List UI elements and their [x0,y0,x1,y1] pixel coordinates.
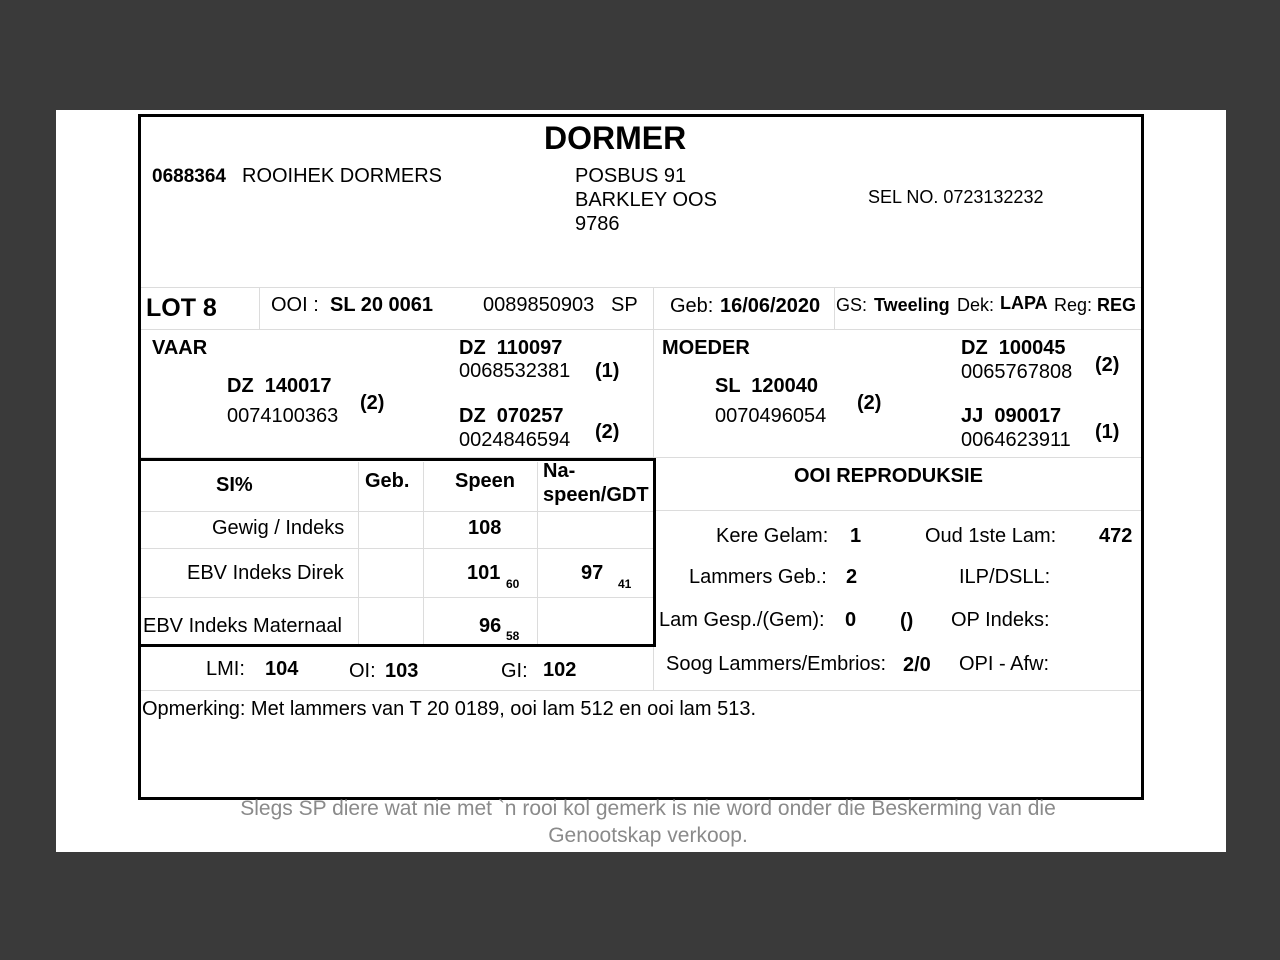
moeder-dam-number: 0064623911 [961,429,1071,451]
address-line-3: 9786 [575,213,620,235]
vaar-id: DZ 140017 [227,375,332,397]
vaar-number: 0074100363 [227,405,339,427]
vaar-dam-number: 0024846594 [459,429,571,451]
breed-title: DORMER [544,120,687,156]
row-direk-speen-sub: 60 [506,577,520,591]
gi-label: GI: [501,660,528,682]
lam-gem-value: () [900,610,914,632]
geb-header: Geb. [365,470,410,492]
geb-label: Geb: [670,295,714,317]
remark: Opmerking: Met lammers van T 20 0189, ooi lam 512 en ooi lam 513. [142,698,757,720]
divider [141,597,653,598]
vaar-sire-grade: (1) [595,360,620,382]
kere-gelam-value: 1 [850,525,862,547]
vaar-sire-number: 0068532381 [459,360,571,382]
kere-gelam-label: Kere Gelam: [716,525,829,547]
reproduction-title: OOI REPRODUKSIE [794,465,983,487]
divider [141,329,1141,330]
vaar-dam-grade: (2) [595,421,620,443]
si-table-top [140,458,655,461]
moeder-grade: (2) [857,392,882,414]
dek-value: LAPA [1000,293,1048,313]
lmi-value: 104 [265,658,299,680]
naspeen-header-1: Na- [543,460,576,482]
status: SP [611,294,638,316]
divider [141,690,1141,691]
reg-number: 0089850903 [483,294,595,316]
si-header: SI% [216,474,253,496]
reg-label: Reg: [1054,295,1093,315]
row-label-gewig: Gewig / Indeks [212,517,345,539]
oud-label: Oud 1ste Lam: [925,525,1057,547]
divider [537,462,538,645]
gs-label: GS: [836,295,868,315]
op-label: OP Indeks: [951,609,1050,631]
ilp-label: ILP/DSLL: [959,566,1051,588]
lam-gesp-label: Lam Gesp./(Gem): [659,609,825,631]
row-gewig-speen: 108 [468,517,502,539]
reg-value: REG [1097,295,1137,315]
lmi-label: LMI: [206,658,245,680]
si-table-bottom [140,644,655,647]
vaar-grade: (2) [360,392,385,414]
catalogue-card [56,110,1226,852]
soog-label: Soog Lammers/Embrios: [666,653,887,675]
frame-left [138,114,141,800]
divider [141,287,1141,288]
divider [141,511,653,512]
footer-line-1: Slegs SP diere wat nie met `n rooi kol gemerk is nie word onder die Beskerming van die [240,797,1056,820]
lammers-geb-label: Lammers Geb.: [689,566,827,588]
divider [259,287,260,329]
moeder-dam-grade: (1) [1095,421,1120,443]
divider [653,510,1141,511]
si-table-right [653,458,656,647]
row-maternaal-speen: 96 [479,615,502,637]
row-label-maternaal: EBV Indeks Maternaal [143,615,342,637]
gs-value: Tweeling [874,295,950,315]
footer-line-2: Genootskap verkoop. [548,824,748,847]
phone-number: SEL NO. 0723132232 [868,187,1044,207]
moeder-id: SL 120040 [715,375,819,397]
oi-value: 103 [385,660,419,682]
geb-date: 16/06/2020 [720,295,821,317]
row-direk-speen: 101 [467,562,501,584]
frame-top [138,114,1144,117]
divider [141,548,653,549]
row-label-direk: EBV Indeks Direk [187,562,344,584]
lot-label: LOT 8 [146,294,217,322]
lammers-geb-value: 2 [846,566,858,588]
row-direk-naspeen: 97 [581,562,604,584]
divider [358,462,359,645]
address-line-2: BARKLEY OOS [575,189,717,211]
dek-label: Dek: [957,295,995,315]
vaar-label: VAAR [152,337,208,359]
row-direk-naspeen-sub: 41 [618,577,632,591]
opi-label: OPI - Afw: [959,653,1050,675]
breeder-number: 0688364 [152,166,226,187]
ooi-id: SL 20 0061 [330,294,434,316]
vaar-dam-id: DZ 070257 [459,405,564,427]
moeder-dam-id: JJ 090017 [961,405,1062,427]
moeder-label: MOEDER [662,337,750,359]
breeder-name: ROOIHEK DORMERS [242,165,443,187]
vaar-sire-id: DZ 110097 [459,337,563,359]
gi-value: 102 [543,659,577,681]
address-line-1: POSBUS 91 [575,165,687,187]
frame-right [1141,114,1144,800]
oud-value: 472 [1099,525,1133,547]
moeder-sire-number: 0065767808 [961,361,1073,383]
moeder-number: 0070496054 [715,405,827,427]
moeder-sire-id: DZ 100045 [961,337,1066,359]
oi-label: OI: [349,660,376,682]
soog-value: 2/0 [903,654,931,676]
lam-gesp-value: 0 [845,609,857,631]
row-maternaal-speen-sub: 58 [506,629,520,643]
naspeen-header-2: speen/GDT [543,484,649,506]
divider [834,287,835,329]
ooi-label: OOI : [271,294,319,316]
divider [423,462,424,645]
speen-header: Speen [455,470,516,492]
moeder-sire-grade: (2) [1095,354,1120,376]
